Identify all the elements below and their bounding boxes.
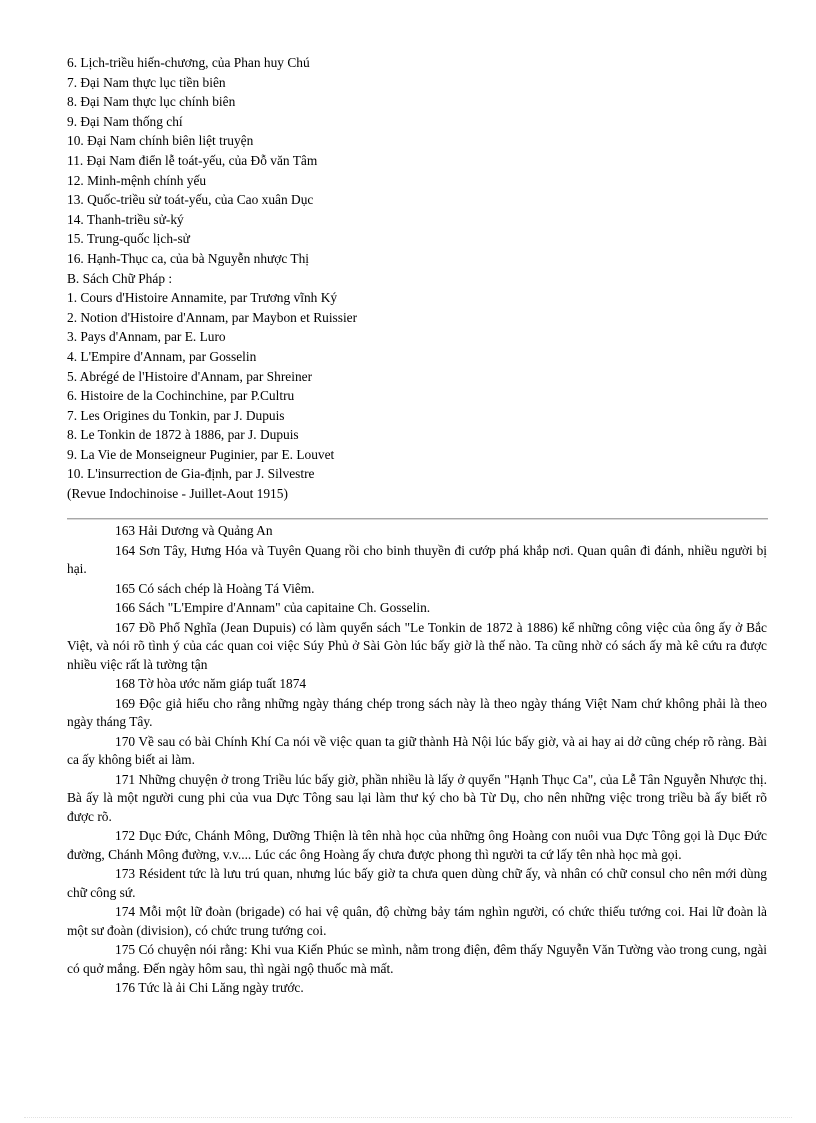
reference-item: 16. Hạnh-Thục ca, của bà Nguyễn nhược Thị [67, 250, 310, 266]
reference-item: 1. Cours d'Histoire Annamite, par Trương vĩnh Ký [67, 290, 338, 306]
footnote-separator [67, 518, 768, 520]
page-bottom-border [24, 1117, 792, 1118]
footnote: 163 Hải Dương và Quảng An [115, 523, 273, 538]
reference-item: 4. L'Empire d'Annam, par Gosselin [67, 348, 257, 364]
reference-item: 12. Minh-mệnh chính yếu [67, 172, 207, 188]
reference-item: 11. Đại Nam điển lễ toát-yếu, của Đỗ văn Tâm [67, 152, 318, 168]
reference-item: 6. Histoire de la Cochinchine, par P.Cultru [67, 388, 295, 404]
reference-item: 3. Pays d'Annam, par E. Luro [67, 329, 226, 345]
reference-item: 14. Thanh-triều sử-ký [67, 211, 184, 227]
reference-item: 10. Đại Nam chính biên liệt truyện [67, 133, 254, 149]
reference-item: 13. Quốc-triều sử toát-yếu, của Cao xuân Dục [67, 192, 314, 208]
reference-item: 2. Notion d'Histoire d'Annam, par Maybon et Ruissier [67, 309, 358, 325]
footnote: 174 Mỗi một lữ đoàn (brigade) có hai vệ quân, độ chừng bảy tám nghìn người, có chức thiếu tướng coi. Hai lữ đoàn là một sư đoàn (division), có chức trung tướng coi. [67, 904, 767, 938]
reference-source: (Revue Indochinoise - Juillet-Aout 1915) [67, 486, 288, 502]
reference-item: 9. Đại Nam thống chí [67, 113, 183, 129]
footnote: 175 Có chuyện nói rằng: Khi vua Kiến Phúc se mình, nằm trong điện, đêm thấy Nguyễn Văn Tường vào trong cung, ngài có quở mắng. Đến ngày hôm sau, thì ngài ngộ thuốc mà mất. [67, 942, 767, 976]
footnote: 171 Những chuyện ở trong Triều lúc bấy giờ, phần nhiều là lấy ở quyển "Hạnh Thục Ca", của Lễ Tân Nguyễn Nhược thị. Bà ấy là một người cung phi của vua Dực Tông sau lại làm thư ký cho bà Từ Dụ, cho nên những việc trong triều bà ấy biết rõ được rõ. [67, 771, 767, 824]
footnote: 169 Độc giả hiểu cho rằng những ngày tháng chép trong sách này là theo ngày tháng Việt Nam chứ không phải là theo ngày tháng Tây. [67, 695, 767, 730]
footnotes [67, 522, 767, 999]
footnote: 168 Tờ hòa ước năm giáp tuất 1874 [115, 676, 307, 692]
footnote: 170 Về sau có bài Chính Khí Ca nói về việc quan ta giữ thành Hà Nội lúc bấy giờ, và ai hay ai dở cũng chép rõ ràng. Bài ca ấy không biết ai làm. [67, 733, 767, 768]
reference-item: 9. La Vie de Monseigneur Puginier, par E. Louvet [67, 446, 335, 462]
footnote: 176 Tức là ải Chi Lăng ngày trước. [115, 980, 304, 996]
footnote: 167 Đồ Phổ Nghĩa (Jean Dupuis) có làm quyển sách "Le Tonkin de 1872 à 1886) kể những công việc của ông ấy ở Bắc Việt, và nói rõ tình ý của các quan coi việc Súy Phủ ở Sài Gòn lúc bấy giờ là thế nào. Ta cũng nhờ có sách ấy mà kê cứu ra được nhiều việc rất là tường tận [67, 619, 767, 672]
reference-item: 7. Les Origines du Tonkin, par J. Dupuis [67, 407, 285, 423]
reference-item: 8. Đại Nam thực lục chính biên [67, 94, 236, 110]
reference-item: 15. Trung-quốc lịch-sử [67, 231, 190, 247]
footnote: 172 Dục Đức, Chánh Mông, Dưỡng Thiện là tên nhà học của những ông Hoàng con nuôi vua Dực Tông gọi là Dục Đức đường, Chánh Mông đường, v.v.... Lúc các ông Hoàng ấy chưa được phong thì người ta cứ lấy tên nhà học mà gọi. [67, 828, 767, 862]
reference-item: 7. Đại Nam thực lục tiền biên [67, 74, 226, 90]
footnote: 173 Résident tức là lưu trú quan, nhưng lúc bấy giờ ta chưa quen dùng chữ ấy, và nhân có chữ consul cho nên mới dùng chữ công sứ. [67, 866, 767, 900]
footnote: 165 Có sách chép là Hoàng Tá Viêm. [115, 580, 315, 596]
section-heading: B. Sách Chữ Pháp : [67, 270, 173, 286]
reference-item: 5. Abrégé de l'Histoire d'Annam, par Shreiner [67, 368, 313, 384]
reference-item: 8. Le Tonkin de 1872 à 1886, par J. Dupuis [67, 427, 299, 443]
reference-item: 6. Lịch-triều hiến-chương, của Phan huy Chú [67, 55, 310, 70]
reference-item: 10. L'insurrection de Gia-định, par J. Silvestre [67, 466, 315, 482]
reference-list [67, 53, 767, 504]
footnote: 166 Sách "L'Empire d'Annam" của capitaine Ch. Gosselin. [115, 600, 431, 616]
footnote: 164 Sơn Tây, Hưng Hóa và Tuyên Quang rồi cho binh thuyền đi cướp phá khắp nơi. Quan quân đi đánh, nhiều người bị hại. [67, 542, 767, 576]
